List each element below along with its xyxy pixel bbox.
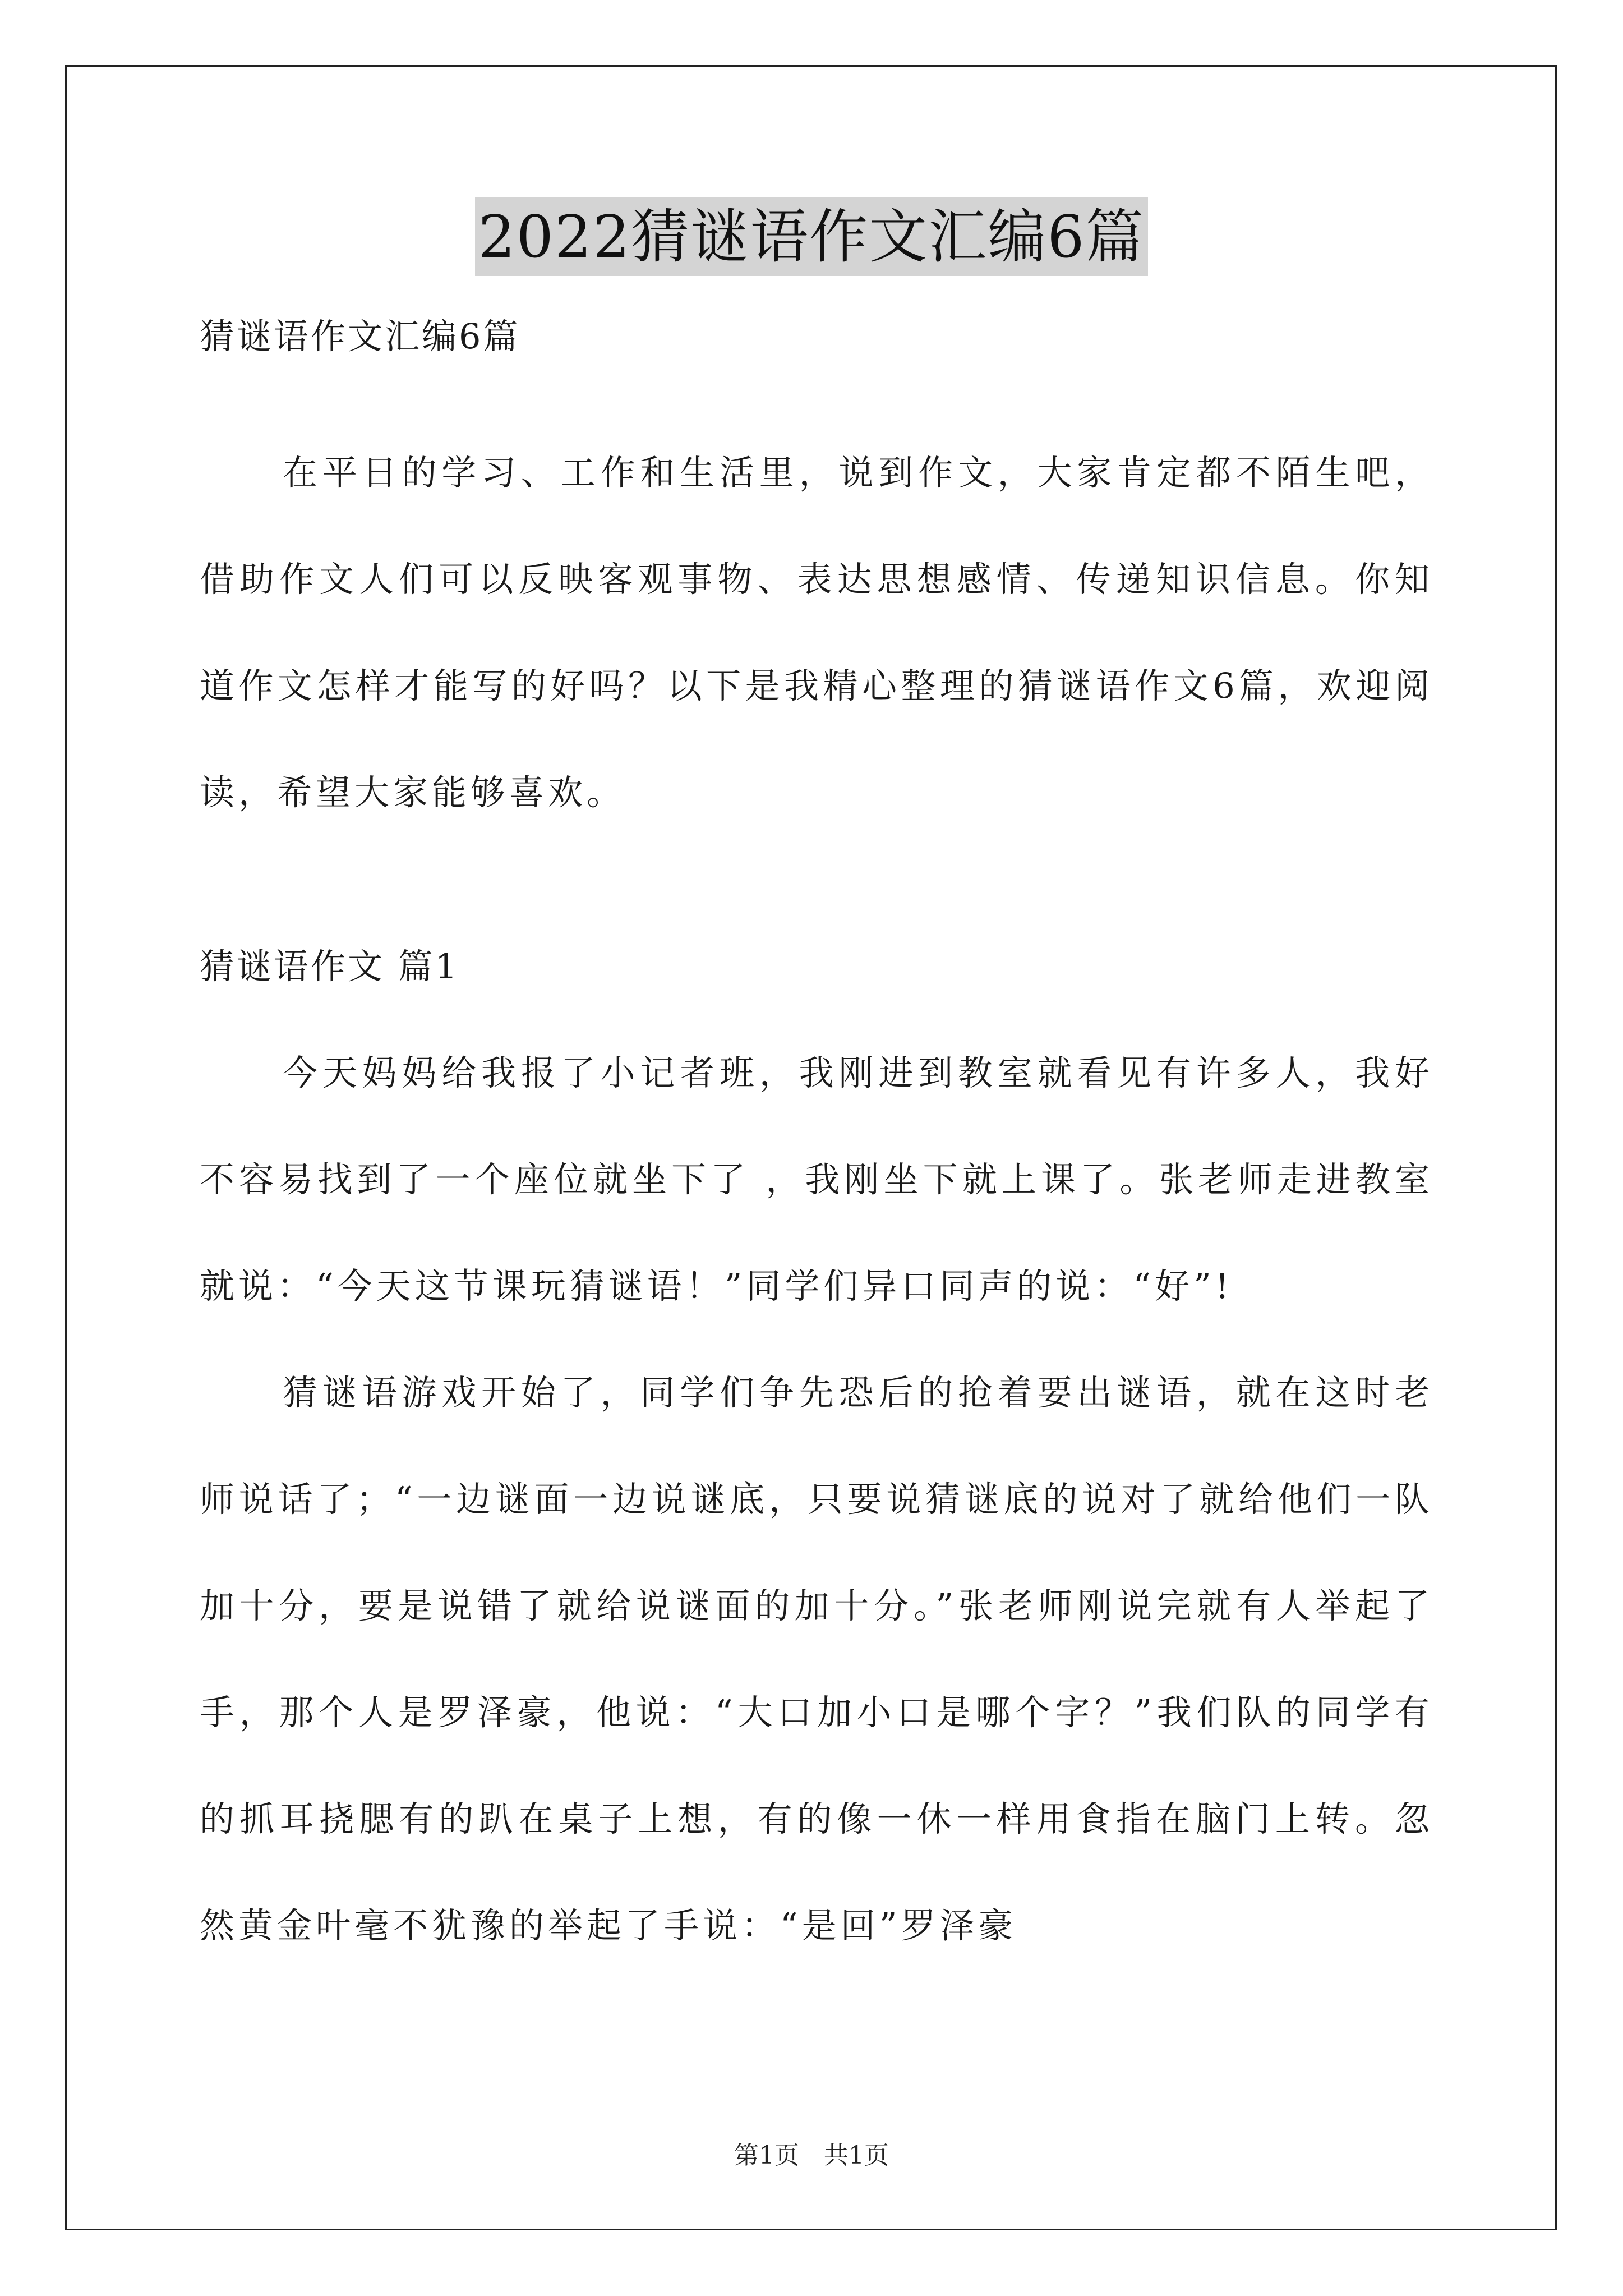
document-title: 2022猜谜语作文汇编6篇 (475, 197, 1149, 276)
section-heading: 猜谜语作文 篇1 (200, 946, 460, 987)
title-container (0, 197, 1623, 276)
intro-paragraph: 在平日的学习、工作和生活里，说到作文，大家肯定都不陌生吧，借助作文人们可以反映客观事物、表达思想感情、传递知识信息。你知道作文怎样才能写的好吗？以下是我精心整理的猜谜语作文6篇，欢迎阅读，希望大家能够喜欢。 (200, 452, 1433, 813)
section-paragraph: 今天妈妈给我报了小记者班，我刚进到教室就看见有许多人，我好不容易找到了一个座位就坐下了 ，我刚坐下就上课了。张老师走进教室就说：“今天这节课玩猜谜语！”同学们异口同声的说：“好”! (200, 1052, 1433, 1306)
page-footer: 第1页 共1页 (734, 2141, 889, 2170)
section-1 (200, 913, 1433, 1979)
section-paragraph: 猜谜语游戏开始了，同学们争先恐后的抢着要出谜语，就在这时老师说话了；“一边谜面一边说谜底，只要说猜谜底的说对了就给他们一队加十分，要是说错了就给说谜面的加十分。”张老师刚说完就有人举起了手，那个人是罗泽豪，他说：“大口加小口是哪个字？”我们队的同学有的抓耳挠腮有的趴在桌子上想，有的像一休一样用食指在脑门上转。忽然黄金叶毫不犹豫的举起了手说：“是回”罗泽豪 (200, 1372, 1433, 1946)
document-subtitle: 猜谜语作文汇编6篇 (200, 316, 520, 357)
document-body (200, 314, 1433, 1979)
